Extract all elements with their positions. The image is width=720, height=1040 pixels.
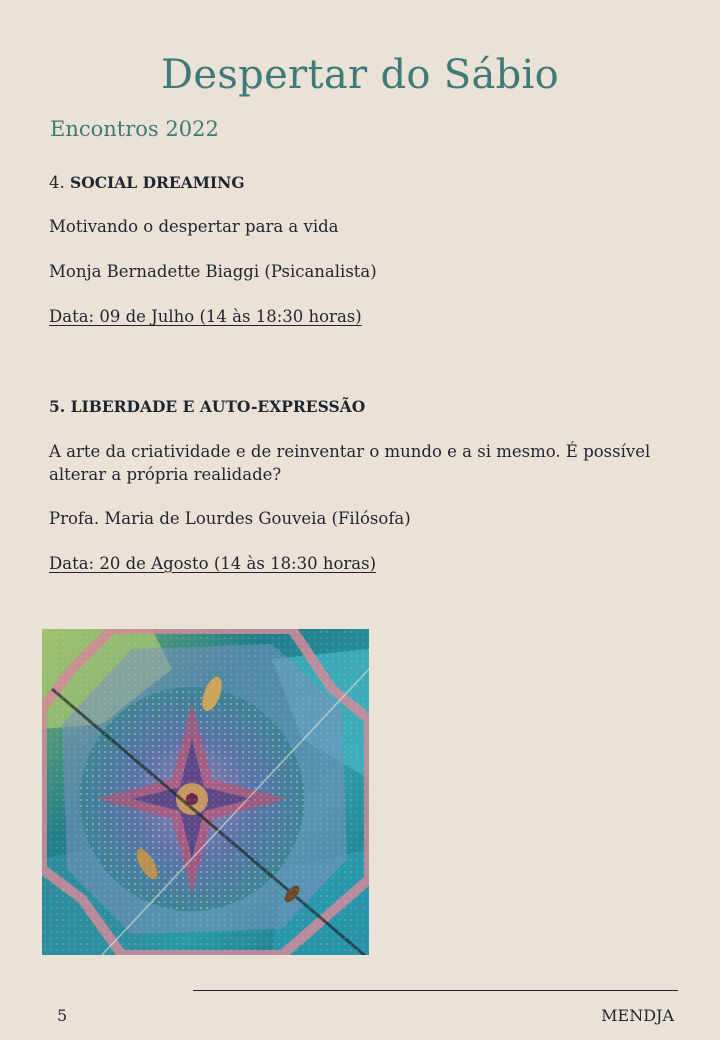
event-5-title: 5. LIBERDADE E AUTO-EXPRESSÃO (49, 397, 366, 416)
event-4-heading (49, 171, 659, 194)
mandala-tapestry-photo (42, 629, 369, 955)
event-5-speaker: Profa. Maria de Lourdes Gouveia (Filósofa) (49, 509, 411, 528)
page-number: 5 (57, 1006, 68, 1025)
event-5-description: A arte da criatividade e de reinventar o mundo e a si mesmo. É possível alterar a própria realidade? (49, 442, 651, 484)
event-4-speaker: Monja Bernadette Biaggi (Psicanalista) (49, 262, 377, 281)
event-4-date: Data: 09 de Julho (14 às 18:30 horas) (49, 307, 362, 326)
event-4-description: Motivando o despertar para a vida (49, 217, 339, 236)
footer-divider (193, 990, 678, 991)
footer-brand: MENDJA (601, 1006, 674, 1025)
event-4-title: SOCIAL DREAMING (70, 173, 245, 192)
page-subtitle: Encontros 2022 (50, 117, 219, 141)
event-5-date: Data: 20 de Agosto (14 às 18:30 horas) (49, 554, 377, 573)
event-4-number: 4. (49, 173, 65, 192)
page-title: Despertar do Sábio (161, 52, 559, 98)
